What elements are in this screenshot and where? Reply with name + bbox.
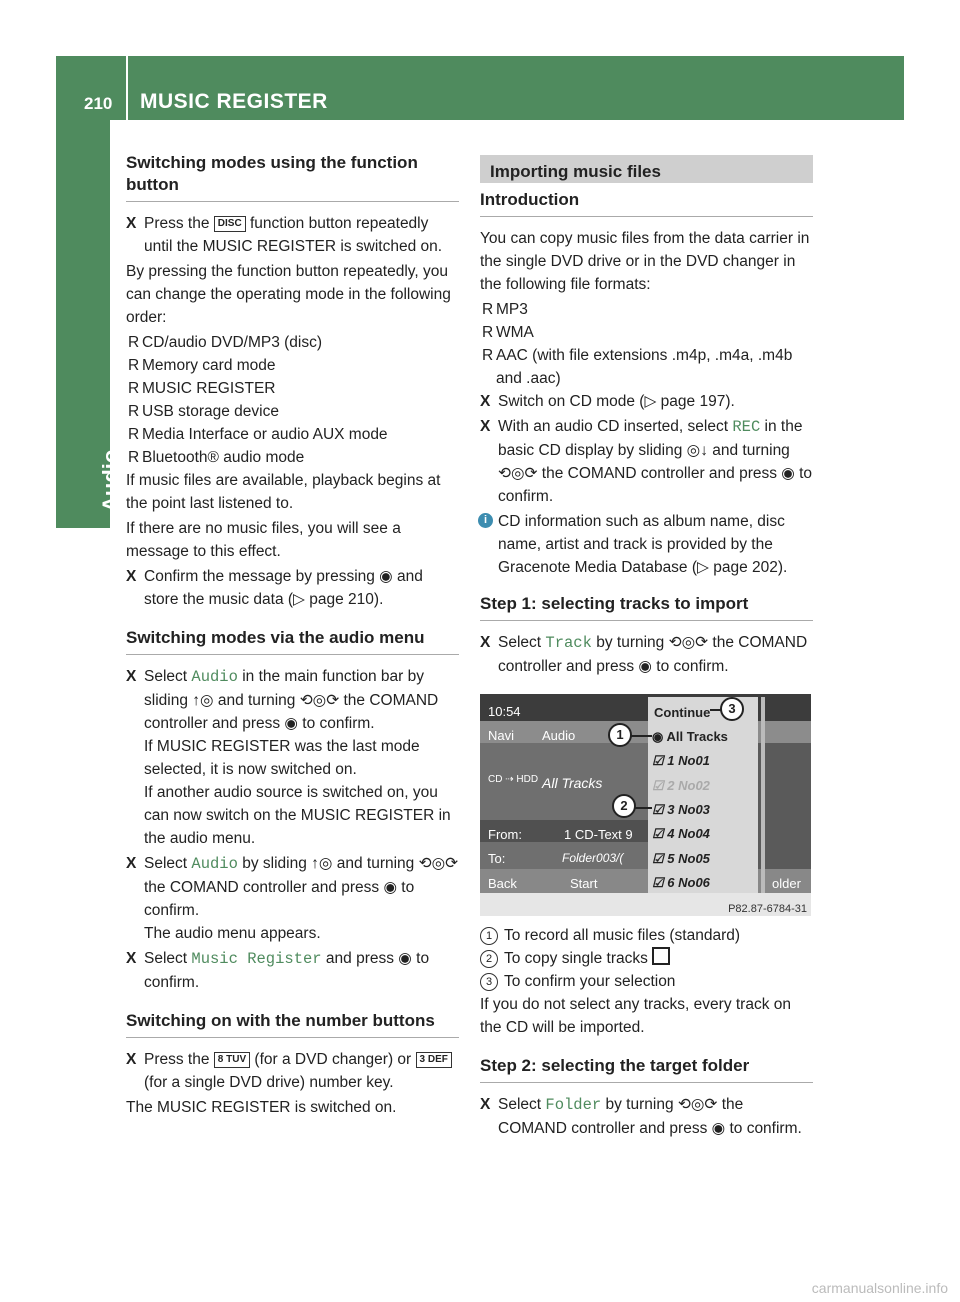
section-bar: Importing music files bbox=[480, 155, 813, 183]
paragraph: If you do not select any tracks, every track on the CD will be imported. bbox=[480, 996, 792, 1036]
watermark: carmanualsonline.info bbox=[811, 1280, 948, 1296]
paragraph: By pressing the function button repeatedly, you can change the operating mode in the following order: bbox=[126, 263, 451, 326]
page-number: 210 bbox=[84, 94, 113, 113]
paragraph: The MUSIC REGISTER is switched on. bbox=[126, 1099, 397, 1116]
info-icon: i bbox=[478, 513, 493, 528]
list-item: R Bluetooth® audio mode bbox=[128, 449, 305, 466]
section-title: MUSIC REGISTER bbox=[140, 90, 328, 113]
step: X Switch on CD mode (▷ page 197). bbox=[480, 393, 735, 410]
list-item: R MP3 bbox=[482, 301, 528, 318]
cd-hdd-icon: CD ⇢ HDD bbox=[488, 774, 539, 785]
left-column bbox=[126, 152, 459, 1121]
header-divider bbox=[126, 56, 128, 120]
screen-track-item: ☑ 5 No05 bbox=[652, 851, 710, 866]
screen-back-button: Back bbox=[488, 876, 517, 891]
screen-start-button: Start bbox=[570, 876, 598, 891]
step: X Confirm the message by pressing ◉ and store the music data (▷ page 210). bbox=[126, 568, 423, 608]
screen-track-item: ☑ 3 No03 bbox=[652, 802, 710, 817]
screen-from-label: From: bbox=[488, 827, 522, 842]
checkbox-checked-icon bbox=[652, 947, 670, 965]
screen-to-label: To: bbox=[488, 851, 506, 866]
callout-marker: 1 bbox=[480, 927, 498, 945]
screen-menu-audio: Audio bbox=[542, 728, 576, 743]
heading-introduction: Introduction bbox=[480, 189, 813, 217]
side-tab-label: Audio bbox=[98, 449, 123, 512]
paragraph: If music files are available, playback begins at the point last listened to. bbox=[126, 472, 441, 512]
screen-from-value: 1 CD-Text 9 bbox=[564, 827, 633, 842]
key-3-icon: 3 DEF bbox=[416, 1052, 452, 1068]
callout-marker: 3 bbox=[480, 973, 498, 991]
callout-marker: 2 bbox=[480, 950, 498, 968]
heading-function-button: Switching modes using the function button bbox=[126, 152, 459, 202]
list-item: R CD/audio DVD/MP3 (disc) bbox=[128, 334, 323, 351]
key-8-icon: 8 TUV bbox=[214, 1052, 250, 1068]
screen-screenshot bbox=[480, 694, 811, 916]
step: X Press the DISC function button repeatedly until the MUSIC REGISTER is switched on. bbox=[126, 215, 443, 255]
heading-audio-menu: Switching modes via the audio menu bbox=[126, 627, 459, 655]
screen-track-item: ☑ 4 No04 bbox=[652, 826, 710, 841]
screen-track-item: ◉ All Tracks bbox=[652, 729, 728, 744]
step: X Select Audio by sliding ↑◎ and turning ⟲◎⟳ the COMAND controller and press ◉ to confirm. The audio menu appears. bbox=[126, 855, 459, 942]
screen-all-tracks-label: All Tracks bbox=[542, 775, 603, 791]
list-item: R WMA bbox=[482, 324, 534, 341]
screen-menu-navi: Navi bbox=[488, 728, 515, 743]
right-column bbox=[480, 155, 813, 1142]
page-header bbox=[56, 56, 904, 120]
side-tab bbox=[56, 120, 123, 528]
screen-continue-button: Continue bbox=[654, 705, 711, 720]
list-item: R Memory card mode bbox=[128, 357, 276, 374]
callout-legend: 1 To record all music files (standard) 2 To copy single tracks 3 To confirm your selection bbox=[480, 924, 813, 993]
screen-image-code: P82.87-6784-31 bbox=[728, 903, 807, 915]
list-item: R USB storage device bbox=[128, 403, 279, 420]
callout-3: 3 bbox=[720, 697, 744, 721]
paragraph: You can copy music files from the data carrier in the single DVD drive or in the DVD changer in the following file formats: bbox=[480, 230, 810, 293]
step: X With an audio CD inserted, select REC in the basic CD display by sliding ◎↓ and turning ⟲◎⟳ the COMAND controller and press ◉ to confirm. bbox=[480, 418, 813, 505]
screen-to-value: Folder003/( bbox=[562, 851, 624, 865]
list-item: R Media Interface or audio AUX mode bbox=[128, 426, 388, 443]
screen-scrollbar bbox=[761, 697, 765, 893]
info-note: i CD information such as album name, disc name, artist and track is provided by the Gracenote Media Database (▷ page 202). bbox=[480, 510, 813, 579]
heading-step1: Step 1: selecting tracks to import bbox=[480, 593, 813, 621]
step: X Press the 8 TUV (for a DVD changer) or 3 DEF (for a single DVD drive) number key. bbox=[126, 1048, 459, 1094]
step: X Select Track by turning ⟲◎⟳ the COMAND controller and press ◉ to confirm. bbox=[480, 634, 808, 675]
screen-track-item: ☑ 1 No01 bbox=[652, 753, 710, 768]
step: X Select Audio in the main function bar by sliding ↑◎ and turning ⟲◎⟳ the COMAND controller and press ◉ to confirm. If MUSIC REGISTER was the last mode selected, it is now switched on. If another audio source is switched on, you can now switch on the MUSIC REGISTER in the audio menu. bbox=[126, 668, 451, 847]
screen-folder-label: older bbox=[772, 876, 801, 891]
callout-2: 2 bbox=[612, 794, 636, 818]
heading-step2: Step 2: selecting the target folder bbox=[480, 1055, 813, 1083]
disc-key-icon: DISC bbox=[214, 216, 246, 232]
callout-1: 1 bbox=[608, 723, 632, 747]
step: X Select Folder by turning ⟲◎⟳ the COMAND controller and press ◉ to confirm. bbox=[480, 1096, 802, 1137]
screen-track-item: ☑ 2 No02 bbox=[652, 778, 710, 793]
screen-clock: 10:54 bbox=[488, 704, 521, 719]
step: X Select Music Register and press ◉ to confirm. bbox=[126, 950, 430, 991]
screen-track-item: ☑ 6 No06 bbox=[652, 875, 710, 890]
list-item: R AAC (with file extensions .m4p, .m4a, .m4b and .aac) bbox=[482, 347, 793, 387]
paragraph: If there are no music files, you will see a message to this effect. bbox=[126, 520, 401, 560]
list-item: R MUSIC REGISTER bbox=[128, 380, 276, 397]
heading-number-buttons: Switching on with the number buttons bbox=[126, 1010, 459, 1038]
